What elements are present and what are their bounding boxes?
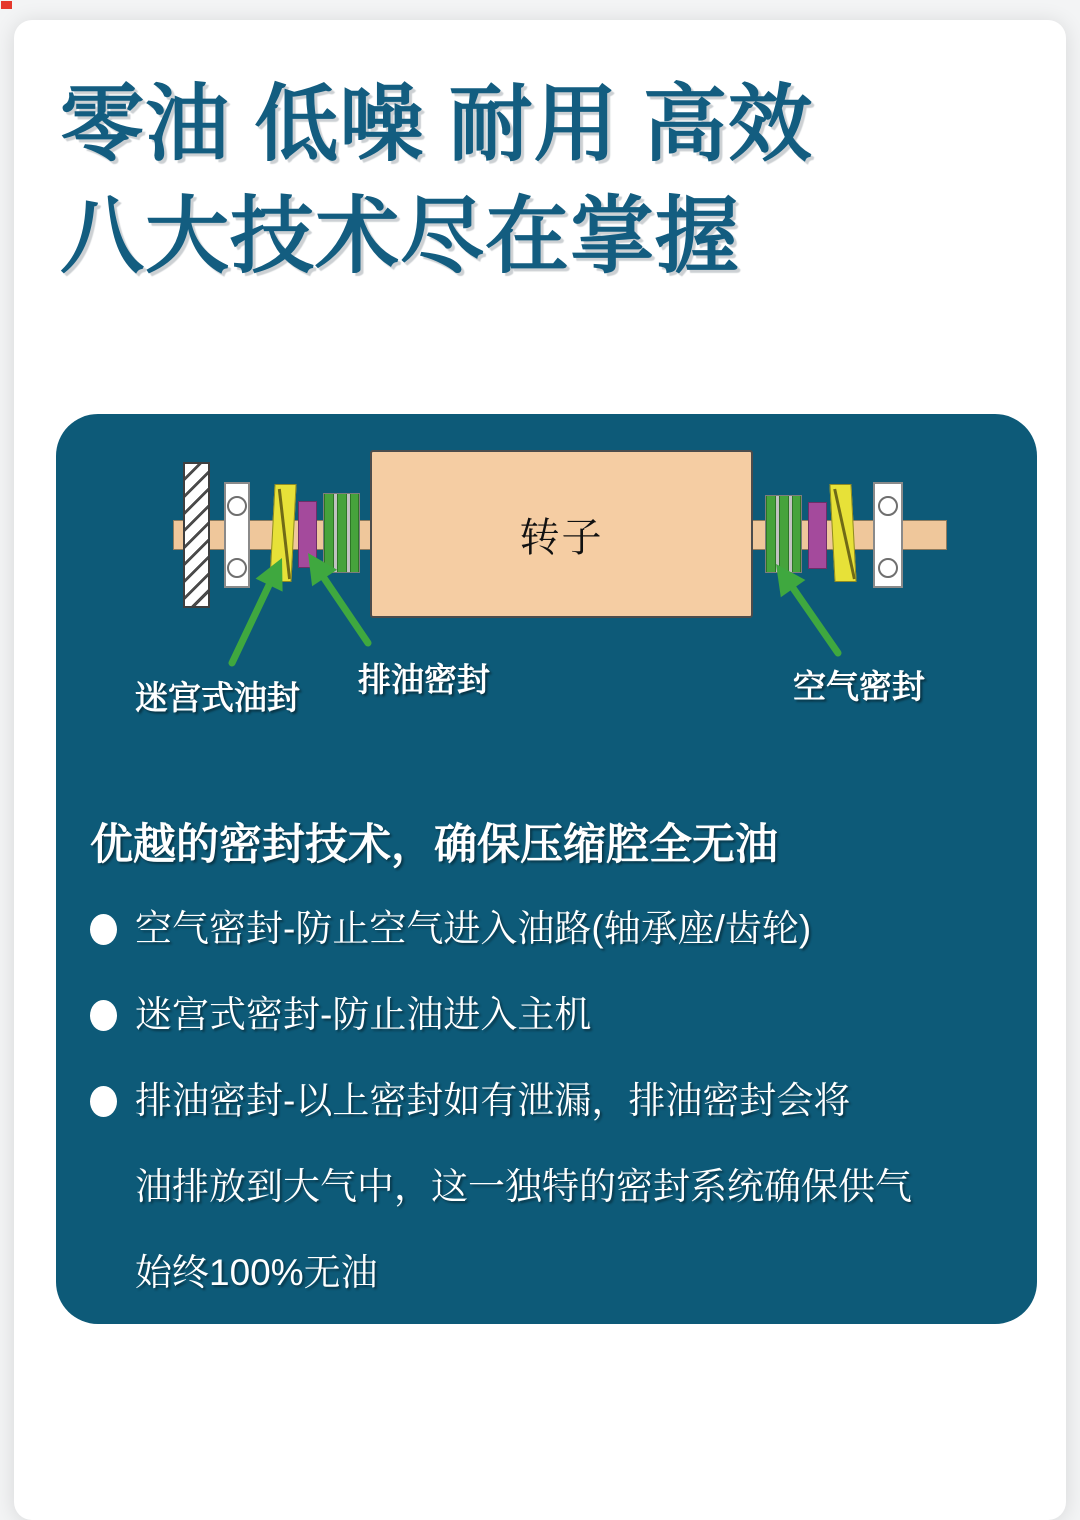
air-seal-fins-left (323, 493, 360, 573)
list-item-text: 排油密封-以上密封如有泄漏，排油密封会将 (135, 1080, 851, 1121)
bearing-plate-right (873, 482, 903, 588)
seal-groove-line (270, 485, 296, 582)
label-oil-drain-seal: 排油密封 (358, 661, 490, 698)
oil-drain-seal-right (808, 502, 827, 569)
rotor-block (370, 450, 753, 618)
air-seal-fin (337, 494, 347, 572)
list-item-text: 空气密封-防止空气进入油路(轴承座/齿轮) (135, 908, 812, 949)
corner-mark (1, 1, 12, 9)
bearing-plate-left (224, 482, 250, 588)
hatched-plate (183, 462, 210, 608)
air-seal-fin (324, 494, 334, 572)
air-seal-fin (350, 494, 359, 572)
air-seal-fin (766, 496, 776, 572)
label-air-seal: 空气密封 (793, 668, 925, 705)
page-title (60, 68, 1020, 292)
bearing-hole-icon (878, 558, 898, 578)
copy-block (90, 820, 1005, 1316)
bearing-hole-icon (878, 496, 898, 516)
bearing-hole-icon (227, 496, 247, 516)
feature-panel (56, 414, 1037, 1324)
list-item-oil-drain-seal (90, 1058, 1005, 1316)
label-labyrinth-oil-seal: 迷宫式油封 (135, 679, 300, 716)
labyrinth-oil-seal-left (269, 484, 296, 582)
page-title-line1: 零油 低噪 耐用 高效 (60, 77, 814, 171)
list-item-text: 始终100%无油 (135, 1252, 378, 1293)
labyrinth-oil-seal-right (829, 484, 856, 582)
rotor-label: 转子 (519, 515, 604, 560)
air-seal-fins-right (765, 495, 802, 573)
bullet-dot-icon (90, 1000, 117, 1031)
oil-drain-seal-left (298, 501, 317, 568)
page-title-line2: 八大技术尽在掌握 (60, 189, 741, 283)
list-item-text: 油排放到大气中，这一独特的密封系统确保供气 (135, 1166, 912, 1207)
bullet-dot-icon (90, 914, 117, 945)
seal-groove-line (830, 485, 856, 582)
copy-heading: 优越的密封技术，确保压缩腔全无油 (90, 821, 778, 869)
seal-feature-list (90, 886, 1005, 1316)
list-item-labyrinth-seal (90, 972, 1005, 1058)
bullet-dot-icon (90, 1086, 117, 1117)
list-item-text: 迷宫式密封-防止油进入主机 (135, 994, 592, 1035)
seal-diagram (56, 414, 1037, 814)
air-seal-fin (792, 496, 801, 572)
green-arrow-air (776, 564, 838, 653)
air-seal-fin (779, 496, 789, 572)
bearing-hole-icon (227, 558, 247, 578)
list-item-air-seal (90, 886, 1005, 972)
